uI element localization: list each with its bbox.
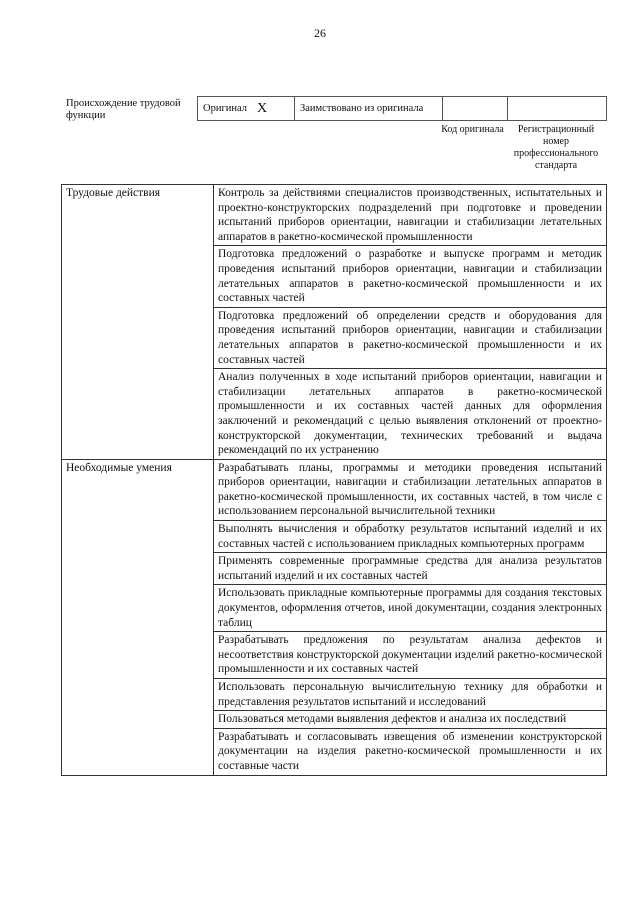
list-item: Контроль за действиями специалистов производственных, испытательных и проектно-конструкторских подразделений при подготовке и проведении испытаний приборов ориентации, навигации и стабилизации летательных аппаратов в ракетно-космической промышленности xyxy=(214,185,606,246)
section-label: Необходимые умения xyxy=(62,459,214,775)
list-item: Подготовка предложений об определении средств и оборудования для проведения испытаний приборов ориентации, навигации и стабилизации летательных аппаратов в ракетно-космической промышленности и их составных частей xyxy=(214,308,606,369)
section-items xyxy=(214,185,607,460)
origin-original-cell xyxy=(198,97,295,120)
origin-code-cell xyxy=(443,97,508,120)
list-item: Анализ полученных в ходе испытаний приборов ориентации, навигации и стабилизации летательных аппаратов в ракетно-космической промышленности и их составных частей данных для оформления заключений и рекомендаций с целью выявления отклонений от проектно-конструкторской документации, технических требований и выдача рекомендаций по их устранению xyxy=(218,371,602,457)
list-item: Применять современные программные средства для анализа результатов испытаний изделий и их составных частей xyxy=(214,553,606,585)
list-item: Выполнять вычисления и обработку результатов испытаний изделий и их составных частей с использованием прикладных компьютерных программ xyxy=(214,521,606,553)
section-items xyxy=(214,459,607,775)
list-item: Использовать персональную вычислительную технику для обработки и представления результатов испытаний и исследований xyxy=(214,679,606,711)
list-item: Разрабатывать планы, программы и методики проведения испытаний приборов ориентации, навигации и стабилизации летательных аппаратов в ракетно-космической промышленности, их составных частей, в том числе с использованием персональной вычислительной техники xyxy=(214,460,606,521)
list-item: Разрабатывать предложения по результатам анализа дефектов и несоответствия конструкторской документации изделий ракетно-космической промышленности и их составных частей xyxy=(214,632,606,679)
section-row-skills xyxy=(62,459,607,775)
origin-reg-cell xyxy=(508,97,606,120)
origin-box xyxy=(197,96,607,121)
reg-caption: Регистрационный номер профессионального стандарта xyxy=(513,124,599,171)
section-row-actions xyxy=(62,185,607,460)
list-item: Использовать прикладные компьютерные программы для создания текстовых документов, оформления отчетов, иной документации, создания электронных таблиц xyxy=(214,585,606,632)
section-label: Трудовые действия xyxy=(62,185,214,460)
list-item: Разрабатывать и согласовывать извещения об изменении конструкторской документации на изделия ракетно-космической промышленности и их составные части xyxy=(218,730,602,772)
list-item: Подготовка предложений о разработке и выпуске программ и методик проведения испытаний приборов ориентации, навигации и стабилизации летательных аппаратов в ракетно-космической промышленности и их составных частей xyxy=(214,246,606,307)
page-number: 26 xyxy=(314,26,326,40)
origin-original-label: Оригинал xyxy=(203,103,247,114)
origin-original-mark: X xyxy=(257,100,268,116)
origin-borrowed-cell xyxy=(295,97,443,120)
origin-borrowed-label: Заимствовано из оригинала xyxy=(300,103,424,114)
list-item: Пользоваться методами выявления дефектов и анализа их последствий xyxy=(214,711,606,729)
labor-functions-table xyxy=(61,184,607,776)
code-caption: Код оригинала xyxy=(441,124,504,135)
origin-label: Происхождение трудовой функции xyxy=(66,98,181,121)
